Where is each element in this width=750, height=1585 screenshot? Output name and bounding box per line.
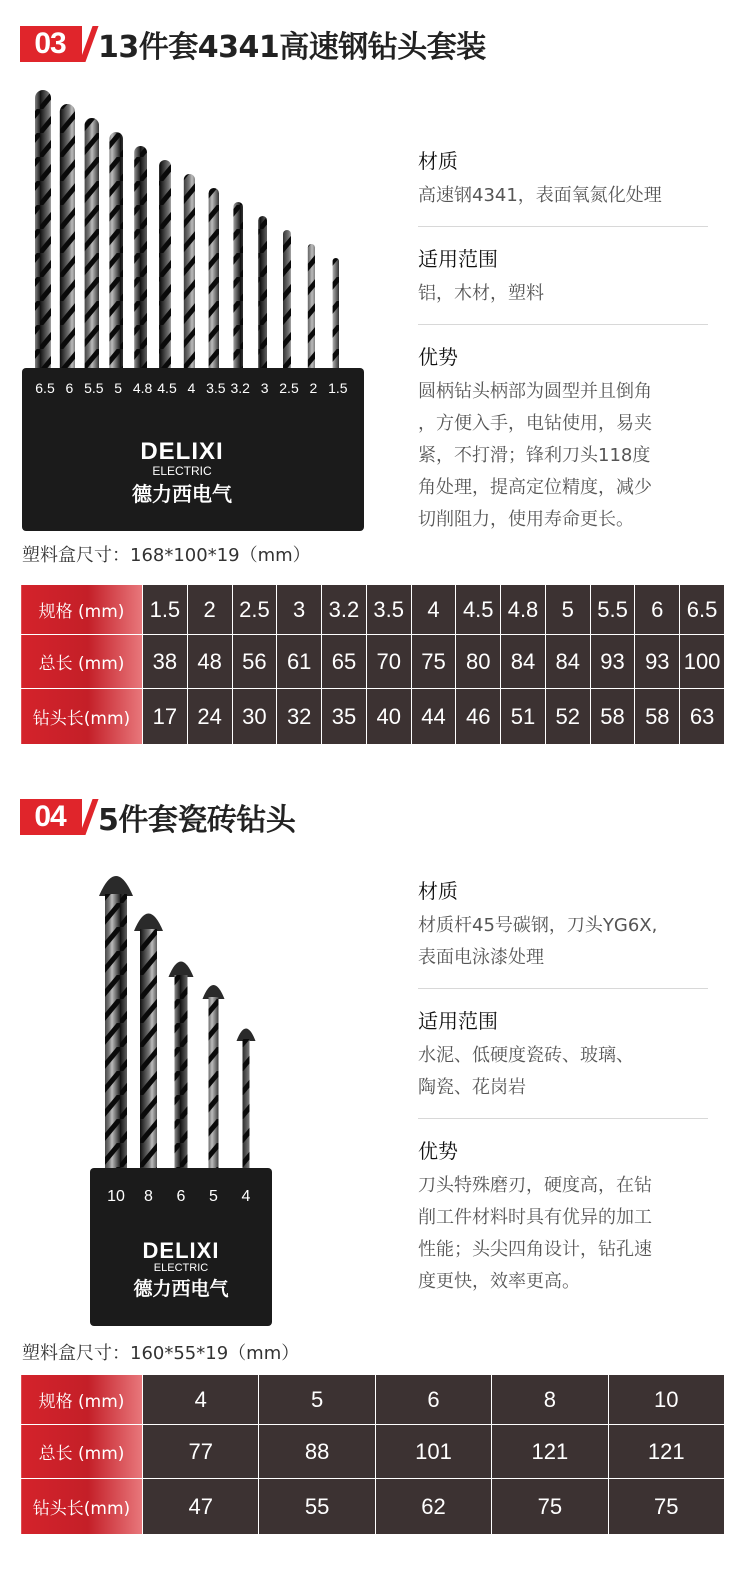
info-text: 高速钢4341，表面氧氮化处理 (418, 185, 662, 206)
table-cell: 93 (635, 635, 680, 689)
info-text: ，方便入手，电钻使用，易夹 (418, 413, 652, 434)
table-cell: 101 (375, 1425, 491, 1479)
table-cell: 75 (492, 1479, 608, 1535)
section-heading: 13件套4341高速钢钻头套装 (98, 30, 486, 65)
table-cell: 48 (187, 635, 232, 689)
box-size-label: 6 (65, 380, 74, 396)
table-cell: 30 (232, 689, 277, 745)
divider (418, 226, 708, 227)
drill-tip (203, 985, 225, 999)
info-heading: 优势 (418, 345, 458, 369)
info-text: 刀头特殊磨刃，硬度高，在钻 (418, 1175, 652, 1196)
table-cell: 5 (545, 585, 590, 635)
table-cell: 38 (143, 635, 188, 689)
drill-bit (209, 188, 219, 375)
drill-bit (159, 160, 171, 375)
box-dimension: 塑料盒尺寸：168*100*19（mm） (22, 545, 311, 566)
box-size-label: 8 (144, 1188, 153, 1205)
box-size-label: 5.5 (84, 380, 104, 396)
drill-bit (209, 997, 219, 1175)
drill-bit (243, 1039, 250, 1175)
table-cell: 24 (187, 689, 232, 745)
drill-bit (258, 216, 267, 375)
table-cell: 2 (187, 585, 232, 635)
table-cell: 93 (590, 635, 635, 689)
box-size-label: 1.5 (328, 380, 348, 396)
section-heading: 5件套瓷砖钻头 (98, 803, 296, 838)
table-cell: 100 (680, 635, 725, 689)
box-size-label: 4 (241, 1188, 251, 1205)
table-cell: 51 (501, 689, 546, 745)
table-cell: 88 (259, 1425, 375, 1479)
box-size-label: 6.5 (35, 380, 55, 396)
table-cell: 47 (143, 1479, 259, 1535)
table-cell: 121 (492, 1425, 608, 1479)
spec-info-panel (418, 145, 708, 536)
box-size-label: 2.5 (279, 380, 299, 396)
section-number: 03 (34, 27, 66, 60)
table-cell: 1.5 (143, 585, 188, 635)
section-04-title (20, 795, 295, 839)
info-heading: 适用范围 (418, 247, 498, 271)
table-row (21, 1425, 725, 1479)
info-text: 铝，木材，塑料 (418, 283, 544, 304)
drill-bit (233, 202, 243, 375)
drill-bit (140, 929, 157, 1175)
box-size-label: 3.2 (230, 380, 250, 396)
table-row (21, 585, 725, 635)
tile-drill-bit-set-image (80, 855, 280, 1175)
box-size-label: 6 (176, 1188, 186, 1205)
table-cell: 4 (143, 1375, 259, 1425)
brand-logo: DELIXI ELECTRIC 德力西电气 (132, 438, 232, 506)
table-cell: 77 (143, 1425, 259, 1479)
divider (418, 988, 708, 989)
drill-tip (99, 876, 133, 896)
table-cell: 70 (366, 635, 411, 689)
info-heading: 适用范围 (418, 1009, 498, 1033)
table-cell: 84 (501, 635, 546, 689)
table-cell: 3.2 (322, 585, 367, 635)
info-text: 水泥、低硬度瓷砖、玻璃、 (418, 1045, 634, 1066)
table-cell: 8 (492, 1375, 608, 1425)
table-cell: 61 (277, 635, 322, 689)
box-size-label: 3.5 (206, 380, 226, 396)
box-size-label: 3 (260, 380, 269, 396)
box-size-label: 5 (209, 1188, 218, 1205)
drill-bit (283, 230, 291, 375)
table-cell: 75 (411, 635, 456, 689)
row-label: 钻头长(mm) (21, 689, 143, 745)
drill-bit (35, 90, 51, 375)
table-cell: 40 (366, 689, 411, 745)
table-row (21, 689, 725, 745)
table-cell: 10 (608, 1375, 724, 1425)
info-text: 表面电泳漆处理 (418, 947, 544, 968)
drill-bit (333, 258, 339, 375)
box-size-labels (90, 1188, 272, 1208)
info-text: 度更快，效率更高。 (418, 1271, 580, 1292)
spec-table (20, 1374, 725, 1535)
drill-bit (308, 244, 315, 375)
table-cell: 5.5 (590, 585, 635, 635)
table-cell: 32 (277, 689, 322, 745)
drill-bit (134, 146, 147, 375)
table-cell: 62 (375, 1479, 491, 1535)
table-cell: 55 (259, 1479, 375, 1535)
info-text: 紧，不打滑；锋利刀头118度 (418, 445, 651, 466)
info-heading: 优势 (418, 1139, 458, 1163)
table-cell: 46 (456, 689, 501, 745)
info-heading: 材质 (418, 879, 458, 903)
table-cell: 44 (411, 689, 456, 745)
section-03-title (20, 22, 486, 66)
table-cell: 5 (259, 1375, 375, 1425)
row-label: 总长 (mm) (21, 1425, 143, 1479)
table-row (21, 1375, 725, 1425)
table-row (21, 1479, 725, 1535)
table-cell: 52 (545, 689, 590, 745)
table-cell: 56 (232, 635, 277, 689)
drill-bit (85, 118, 99, 375)
table-cell: 6 (635, 585, 680, 635)
drill-bit (60, 104, 75, 375)
table-cell: 2.5 (232, 585, 277, 635)
table-cell: 65 (322, 635, 367, 689)
table-cell: 58 (635, 689, 680, 745)
table-cell: 84 (545, 635, 590, 689)
info-text: 切削阻力，使用寿命更长。 (418, 509, 634, 530)
table-row (21, 635, 725, 689)
divider (418, 324, 708, 325)
info-text: 角处理，提高定位精度，减少 (418, 477, 652, 498)
row-label: 总长 (mm) (21, 635, 143, 689)
table-cell: 35 (322, 689, 367, 745)
drill-tip (169, 962, 194, 978)
table-cell: 6.5 (680, 585, 725, 635)
info-text: 削工件材料时具有优异的加工 (418, 1207, 652, 1228)
box-size-label: 4 (187, 380, 196, 396)
table-cell: 17 (143, 689, 188, 745)
spec-table (20, 584, 725, 745)
table-cell: 6 (375, 1375, 491, 1425)
box-size-label: 4.5 (157, 380, 177, 396)
drill-bit (105, 894, 127, 1175)
table-cell: 75 (608, 1479, 724, 1535)
box-size-label: 10 (107, 1188, 125, 1205)
divider (418, 1118, 708, 1119)
info-heading: 材质 (418, 149, 458, 173)
table-cell: 4.8 (501, 585, 546, 635)
table-cell: 80 (456, 635, 501, 689)
section-number: 04 (34, 800, 66, 833)
drill-bit (175, 975, 188, 1175)
table-cell: 3.5 (366, 585, 411, 635)
box-size-label: 2 (309, 380, 318, 396)
row-label: 规格 (mm) (21, 585, 143, 635)
spec-info-panel (418, 875, 708, 1298)
info-text: 性能；头尖四角设计，钻孔速 (418, 1239, 652, 1260)
storage-box (22, 368, 364, 531)
table-cell: 63 (680, 689, 725, 745)
section-number-badge (20, 797, 96, 837)
table-cell: 121 (608, 1425, 724, 1479)
box-size-labels (22, 380, 364, 400)
storage-box (90, 1168, 272, 1326)
table-cell: 4 (411, 585, 456, 635)
drill-bit (109, 132, 123, 375)
info-text: 材质杆45号碳钢，刀头YG6X, (418, 915, 658, 936)
table-cell: 58 (590, 689, 635, 745)
table-cell: 3 (277, 585, 322, 635)
table-cell: 4.5 (456, 585, 501, 635)
row-label: 规格 (mm) (21, 1375, 143, 1425)
drill-tip (134, 914, 163, 932)
box-size-label: 4.8 (132, 380, 153, 396)
drill-bit (184, 174, 195, 375)
box-dimension: 塑料盒尺寸：160*55*19（mm） (22, 1343, 300, 1364)
info-text: 陶瓷、花岗岩 (418, 1077, 526, 1098)
section-number-badge (20, 24, 96, 64)
info-text: 圆柄钻头柄部为圆型并且倒角 (418, 381, 652, 402)
box-size-label: 5 (114, 380, 123, 396)
row-label: 钻头长(mm) (21, 1479, 143, 1535)
brand-logo: DELIXI ELECTRIC 德力西电气 (133, 1238, 229, 1300)
